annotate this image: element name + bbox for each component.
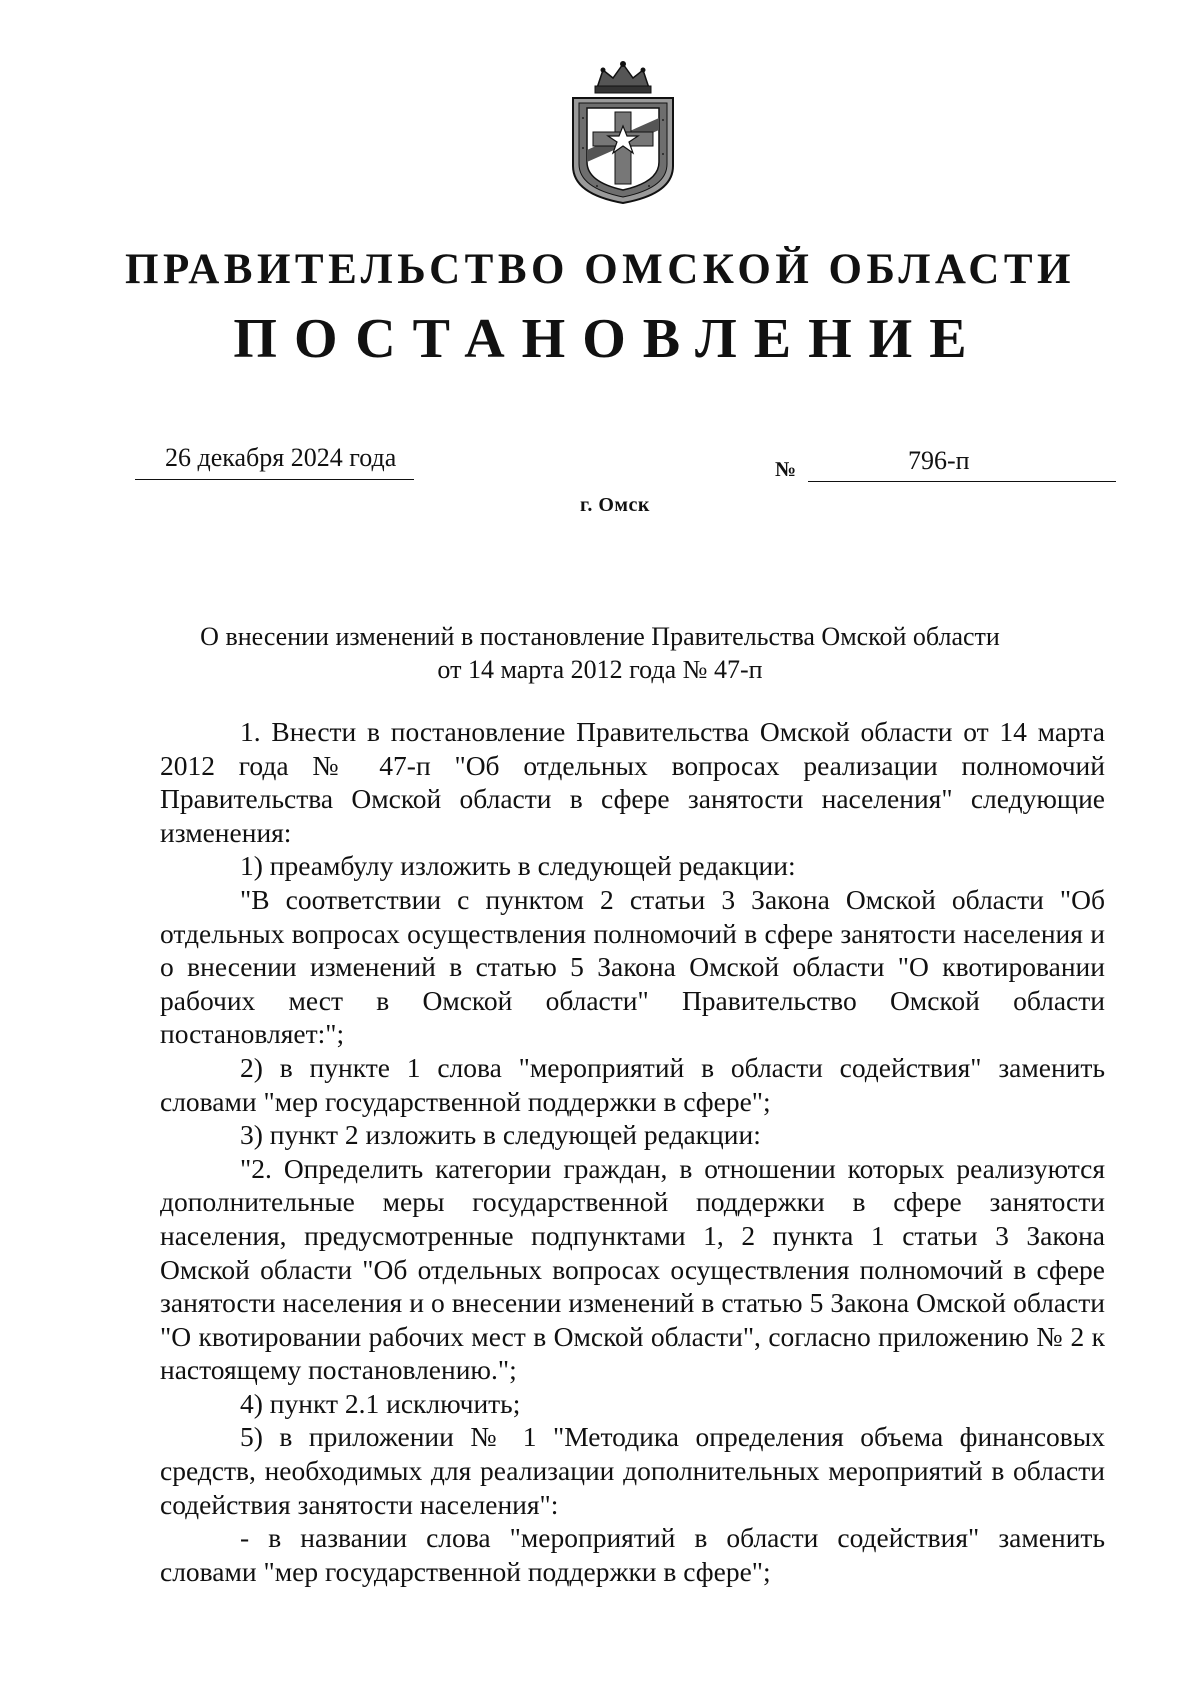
body-paragraph: 3) пункт 2 изложить в следующей редакции: <box>240 1119 761 1151</box>
body-paragraph: "2. Определить категории граждан, в отношении которых реализуются дополнительные меры государственной поддержки в сфере занятости населения, предусмотренные подпунктами 1, 2 пункта 1 статьи 3 Закона Омской области "Об отдельных вопросах осуществления полномочий в сфере занятости населения и о внесении изменений в статью 5 Закона Омской области "О квотировании рабочих мест в Омской области", согласно приложению № 2 к настоящему постановлению."; <box>160 1152 1105 1386</box>
body-paragraph: 1) преамбулу изложить в следующей редакции: <box>240 850 796 882</box>
document-title <box>150 620 1050 686</box>
document-number: 796-п <box>908 446 970 475</box>
title-line: О внесении изменений в постановление Правительства Омской области <box>200 622 1000 651</box>
document-body <box>160 715 1105 1588</box>
body-paragraph: 4) пункт 2.1 исключить; <box>240 1387 521 1419</box>
coat-of-arms-icon <box>567 58 679 205</box>
body-paragraph: "В соответствии с пунктом 2 статьи 3 Закона Омской области "Об отдельных вопросах осуществления полномочий в сфере занятости населения и о внесении изменений в статью 5 Закона Омской области "О квотировании рабочих мест в Омской области" Правительство Омской области постановляет:"; <box>160 883 1105 1050</box>
document-date: 26 декабря 2024 года <box>165 443 397 472</box>
number-field <box>808 444 1116 482</box>
document-city: г. Омск <box>580 494 650 516</box>
government-name: ПРАВИТЕЛЬСТВО ОМСКОЙ ОБЛАСТИ <box>125 246 1075 293</box>
document-type: ПОСТАНОВЛЕНИЕ <box>233 308 984 370</box>
body-paragraph: 5) в приложении № 1 "Методика определения объема финансовых средств, необходимых для реализации дополнительных мероприятий в области содействия занятости населения": <box>160 1421 1105 1520</box>
title-line: от 14 марта 2012 года № 47-п <box>437 655 763 684</box>
date-field <box>135 441 414 480</box>
body-paragraph: - в названии слова "мероприятий в области содействия" заменить словами "мер государственной поддержки в сфере"; <box>160 1522 1105 1587</box>
body-paragraph: 2) в пункте 1 слова "мероприятий в области содействия" заменить словами "мер государственной поддержки в сфере"; <box>160 1051 1105 1117</box>
number-sign: № <box>775 457 797 481</box>
body-paragraph: 1. Внести в постановление Правительства Омской области от 14 марта 2012 года № 47-п "Об отдельных вопросах реализации полномочий Правительства Омской области в сфере занятости населения" следующие изменения: <box>160 716 1105 848</box>
